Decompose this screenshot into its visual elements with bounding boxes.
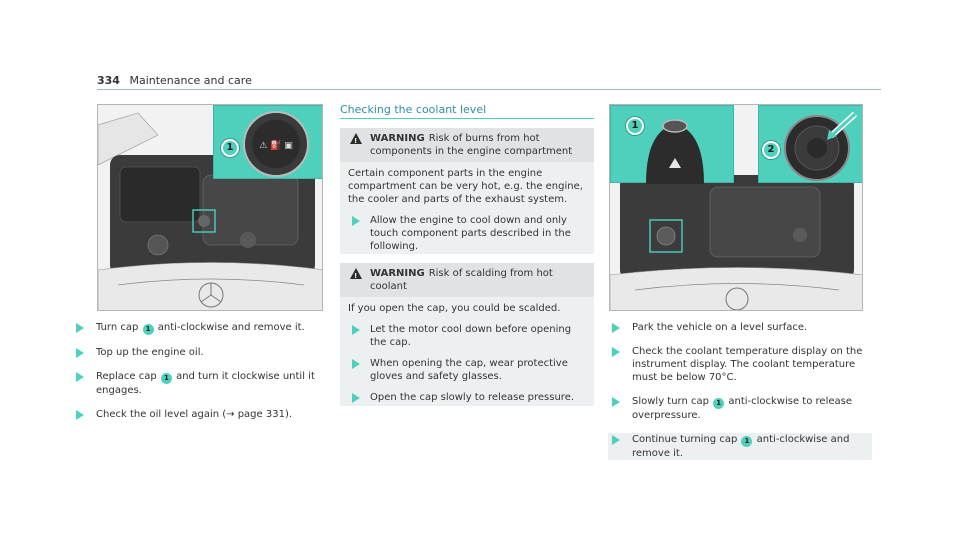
coolant-cap-inset — [610, 105, 734, 183]
svg-text:⚠ ⛽ ▣: ⚠ ⛽ ▣ — [259, 141, 293, 151]
section-title: Checking the coolant level — [340, 103, 487, 116]
coolant-step: Park the vehicle on a level surface. — [608, 321, 872, 334]
step-bullet-icon — [612, 397, 620, 407]
step-bullet-icon — [352, 393, 360, 403]
warning-box-burns — [340, 128, 594, 254]
warning-step: Open the cap slowly to release pressure. — [348, 391, 586, 404]
warning-box-scalding — [340, 263, 594, 406]
oil-step: Turn cap 1 anti-clockwise and remove it. — [72, 321, 332, 335]
warning-label: WARNING — [370, 133, 425, 144]
warning-body — [340, 297, 594, 404]
warning-headline: Risk of scalding from hot coolant — [370, 268, 553, 292]
coolant-figure — [609, 104, 863, 311]
warning-body — [340, 162, 594, 253]
warning-header — [340, 128, 594, 162]
step-bullet-icon — [612, 347, 620, 357]
warning-headline: Risk of burns from hot components in the engine compartment — [370, 133, 573, 157]
page-header — [97, 74, 252, 87]
warning-step: Let the motor cool down before opening the cap. — [348, 323, 586, 349]
coolant-steps — [608, 321, 872, 471]
warning-label: WARNING — [370, 268, 425, 279]
ref-callout: 1 — [741, 436, 752, 447]
callout-1: 1 — [626, 117, 644, 135]
section-rule — [340, 118, 594, 119]
header-rule — [97, 89, 881, 90]
step-bullet-icon — [76, 348, 84, 358]
callout-2: 2 — [762, 141, 780, 159]
warning-text: If you open the cap, you could be scalded. — [348, 303, 561, 314]
step-bullet-icon — [76, 323, 84, 333]
step-bullet-icon — [352, 325, 360, 335]
oil-steps — [72, 321, 332, 432]
coolant-step: Slowly turn cap 1 anti-clockwise to release overpressure. — [608, 395, 872, 422]
engine-oil-figure — [97, 104, 323, 311]
step-bullet-icon — [612, 323, 620, 333]
chapter-title: Maintenance and care — [129, 74, 252, 87]
step-bullet-icon — [352, 216, 360, 226]
oil-step: Check the oil level again (→ page 331). — [72, 408, 332, 421]
warning-step: When opening the cap, wear protective gloves and safety glasses. — [348, 357, 586, 383]
oil-step: Top up the engine oil. — [72, 346, 332, 359]
step-bullet-icon — [76, 372, 84, 382]
ref-callout: 1 — [161, 373, 172, 384]
step-bullet-icon — [612, 435, 620, 445]
warning-header — [340, 263, 594, 297]
step-bullet-icon — [352, 359, 360, 369]
page-number: 334 — [97, 74, 120, 87]
coolant-step: Continue turning cap 1 anti-clockwise and remove it. — [608, 433, 872, 460]
callout-1: 1 — [221, 139, 239, 157]
step-bullet-icon — [76, 410, 84, 420]
ref-callout: 1 — [713, 398, 724, 409]
coolant-step: Check the coolant temperature display on the instrument display. The coolant temperature must be below 70°C. — [608, 345, 872, 384]
warning-icon — [350, 268, 362, 279]
ref-callout: 1 — [143, 324, 154, 335]
oil-step: Replace cap 1 and turn it clockwise until it engages. — [72, 370, 332, 397]
warning-step: Allow the engine to cool down and only touch component parts described in the following. — [348, 214, 586, 253]
warning-text: Certain component parts in the engine compartment can be very hot, e.g. the engine, the cooler and parts of the exhaust system. — [348, 168, 583, 205]
warning-icon — [350, 133, 362, 144]
